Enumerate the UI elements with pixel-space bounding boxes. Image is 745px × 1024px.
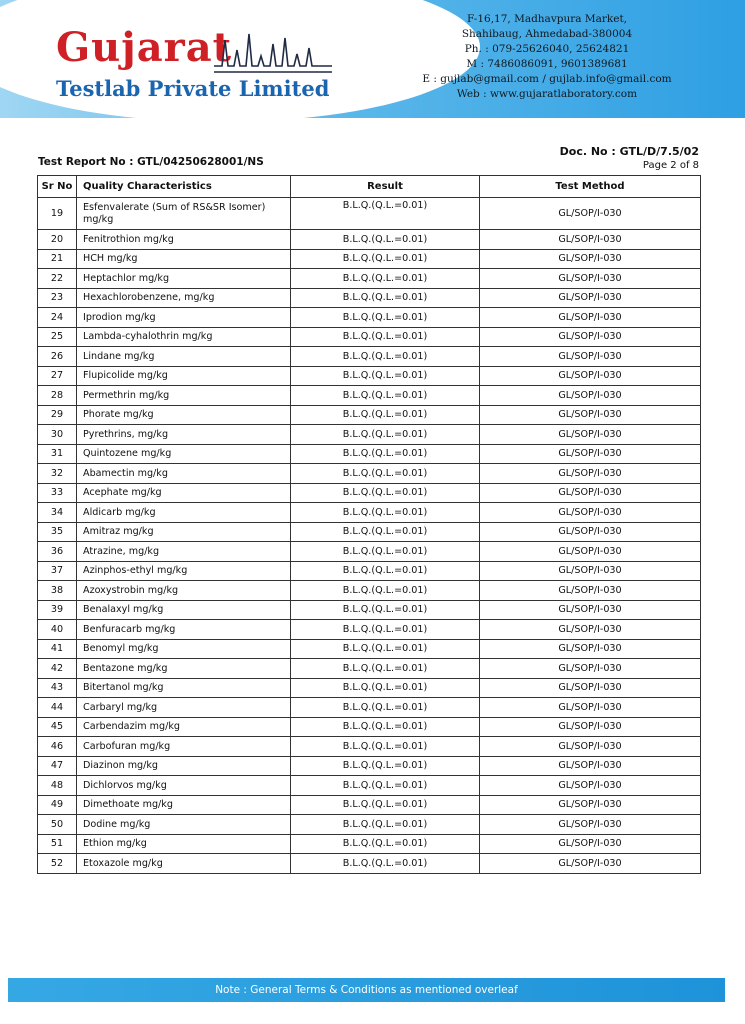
method-cell: GL/SOP/I-030 <box>480 717 701 737</box>
sr-cell: 34 <box>38 503 77 523</box>
characteristic-cell: Aldicarb mg/kg <box>77 503 291 523</box>
result-cell: B.L.Q.(Q.L.=0.01) <box>291 198 480 230</box>
header-quality-characteristics: Quality Characteristics <box>77 176 291 198</box>
method-cell: GL/SOP/I-030 <box>480 386 701 406</box>
test-report-number: Test Report No : GTL/04250628001/NS <box>38 156 264 168</box>
table-row <box>38 600 701 620</box>
results-table <box>37 175 701 874</box>
characteristic-cell: Ethion mg/kg <box>77 834 291 854</box>
company-address <box>397 12 697 102</box>
result-cell: B.L.Q.(Q.L.=0.01) <box>291 834 480 854</box>
sr-cell: 40 <box>38 620 77 640</box>
sr-cell: 51 <box>38 834 77 854</box>
characteristic-cell: Heptachlor mg/kg <box>77 269 291 289</box>
characteristic-cell: Bitertanol mg/kg <box>77 678 291 698</box>
header-sr-no: Sr No <box>38 176 77 198</box>
characteristic-cell: Dichlorvos mg/kg <box>77 776 291 796</box>
method-cell: GL/SOP/I-030 <box>480 737 701 757</box>
company-name: Gujarat <box>56 24 233 71</box>
page-number: Page 2 of 8 <box>642 160 699 171</box>
method-cell: GL/SOP/I-030 <box>480 444 701 464</box>
characteristic-cell: Permethrin mg/kg <box>77 386 291 406</box>
table-row <box>38 795 701 815</box>
table-row <box>38 464 701 484</box>
table-row <box>38 366 701 386</box>
sr-cell: 45 <box>38 717 77 737</box>
result-cell: B.L.Q.(Q.L.=0.01) <box>291 386 480 406</box>
result-cell: B.L.Q.(Q.L.=0.01) <box>291 405 480 425</box>
sr-cell: 33 <box>38 483 77 503</box>
result-cell: B.L.Q.(Q.L.=0.01) <box>291 327 480 347</box>
characteristic-cell: Azoxystrobin mg/kg <box>77 581 291 601</box>
method-cell: GL/SOP/I-030 <box>480 756 701 776</box>
result-cell: B.L.Q.(Q.L.=0.01) <box>291 698 480 718</box>
method-cell: GL/SOP/I-030 <box>480 230 701 250</box>
table-row <box>38 444 701 464</box>
characteristic-cell: Quintozene mg/kg <box>77 444 291 464</box>
table-header-row <box>38 176 701 198</box>
table-row <box>38 581 701 601</box>
sr-cell: 42 <box>38 659 77 679</box>
result-cell: B.L.Q.(Q.L.=0.01) <box>291 249 480 269</box>
characteristic-cell: Benfuracarb mg/kg <box>77 620 291 640</box>
method-cell: GL/SOP/I-030 <box>480 542 701 562</box>
table-row <box>38 405 701 425</box>
method-cell: GL/SOP/I-030 <box>480 698 701 718</box>
method-cell: GL/SOP/I-030 <box>480 464 701 484</box>
characteristic-cell: Etoxazole mg/kg <box>77 854 291 874</box>
result-cell: B.L.Q.(Q.L.=0.01) <box>291 444 480 464</box>
result-cell: B.L.Q.(Q.L.=0.01) <box>291 464 480 484</box>
sr-cell: 27 <box>38 366 77 386</box>
table-row <box>38 620 701 640</box>
method-cell: GL/SOP/I-030 <box>480 834 701 854</box>
table-row <box>38 561 701 581</box>
table-row <box>38 249 701 269</box>
result-cell: B.L.Q.(Q.L.=0.01) <box>291 308 480 328</box>
sr-cell: 49 <box>38 795 77 815</box>
document-number: Doc. No : GTL/D/7.5/02 <box>559 145 699 158</box>
method-cell: GL/SOP/I-030 <box>480 600 701 620</box>
sr-cell: 28 <box>38 386 77 406</box>
result-cell: B.L.Q.(Q.L.=0.01) <box>291 854 480 874</box>
characteristic-cell: Iprodion mg/kg <box>77 308 291 328</box>
table-row <box>38 776 701 796</box>
sr-cell: 41 <box>38 639 77 659</box>
method-cell: GL/SOP/I-030 <box>480 288 701 308</box>
table-row <box>38 756 701 776</box>
table-row <box>38 522 701 542</box>
sr-cell: 32 <box>38 464 77 484</box>
header-test-method: Test Method <box>480 176 701 198</box>
table-row <box>38 308 701 328</box>
table-row <box>38 425 701 445</box>
characteristic-cell: Hexachlorobenzene, mg/kg <box>77 288 291 308</box>
method-cell: GL/SOP/I-030 <box>480 561 701 581</box>
company-subtitle: Testlab Private Limited <box>56 76 330 101</box>
result-cell: B.L.Q.(Q.L.=0.01) <box>291 347 480 367</box>
sr-cell: 26 <box>38 347 77 367</box>
result-cell: B.L.Q.(Q.L.=0.01) <box>291 756 480 776</box>
method-cell: GL/SOP/I-030 <box>480 815 701 835</box>
method-cell: GL/SOP/I-030 <box>480 776 701 796</box>
characteristic-cell: Carbendazim mg/kg <box>77 717 291 737</box>
method-cell: GL/SOP/I-030 <box>480 249 701 269</box>
characteristic-cell: Carbaryl mg/kg <box>77 698 291 718</box>
table-row <box>38 639 701 659</box>
characteristic-cell: Flupicolide mg/kg <box>77 366 291 386</box>
sr-cell: 30 <box>38 425 77 445</box>
sr-cell: 24 <box>38 308 77 328</box>
sr-cell: 47 <box>38 756 77 776</box>
characteristic-cell: Bentazone mg/kg <box>77 659 291 679</box>
phone-numbers: Ph. : 079-25626040, 25624821 <box>464 43 630 55</box>
sr-cell: 52 <box>38 854 77 874</box>
sr-cell: 31 <box>38 444 77 464</box>
table-row <box>38 659 701 679</box>
sr-cell: 50 <box>38 815 77 835</box>
method-cell: GL/SOP/I-030 <box>480 425 701 445</box>
table-row <box>38 737 701 757</box>
footer-note: Note : General Terms & Conditions as mentioned overleaf <box>8 978 725 1002</box>
method-cell: GL/SOP/I-030 <box>480 639 701 659</box>
result-cell: B.L.Q.(Q.L.=0.01) <box>291 737 480 757</box>
method-cell: GL/SOP/I-030 <box>480 308 701 328</box>
method-cell: GL/SOP/I-030 <box>480 347 701 367</box>
table-row <box>38 230 701 250</box>
method-cell: GL/SOP/I-030 <box>480 659 701 679</box>
characteristic-cell: Esfenvalerate (Sum of RS&SR Isomer) mg/kg <box>77 198 291 230</box>
sr-cell: 35 <box>38 522 77 542</box>
sr-cell: 38 <box>38 581 77 601</box>
table-row <box>38 386 701 406</box>
method-cell: GL/SOP/I-030 <box>480 522 701 542</box>
method-cell: GL/SOP/I-030 <box>480 620 701 640</box>
sr-cell: 19 <box>38 198 77 230</box>
result-cell: B.L.Q.(Q.L.=0.01) <box>291 639 480 659</box>
method-cell: GL/SOP/I-030 <box>480 327 701 347</box>
address-line-2: Shahibaug, Ahmedabad-380004 <box>461 28 633 40</box>
method-cell: GL/SOP/I-030 <box>480 854 701 874</box>
table-row <box>38 815 701 835</box>
letterhead-band <box>0 0 745 118</box>
sr-cell: 25 <box>38 327 77 347</box>
characteristic-cell: Lambda-cyhalothrin mg/kg <box>77 327 291 347</box>
characteristic-cell: Amitraz mg/kg <box>77 522 291 542</box>
address-line-1: F-16,17, Madhavpura Market, <box>466 13 628 25</box>
table-row <box>38 698 701 718</box>
result-cell: B.L.Q.(Q.L.=0.01) <box>291 288 480 308</box>
website: Web : www.gujaratlaboratory.com <box>456 88 638 100</box>
table-row <box>38 327 701 347</box>
table-row <box>38 854 701 874</box>
table-row <box>38 834 701 854</box>
characteristic-cell: Benalaxyl mg/kg <box>77 600 291 620</box>
sr-cell: 44 <box>38 698 77 718</box>
method-cell: GL/SOP/I-030 <box>480 678 701 698</box>
sr-cell: 23 <box>38 288 77 308</box>
result-cell: B.L.Q.(Q.L.=0.01) <box>291 776 480 796</box>
sr-cell: 48 <box>38 776 77 796</box>
table-row <box>38 542 701 562</box>
result-cell: B.L.Q.(Q.L.=0.01) <box>291 425 480 445</box>
sr-cell: 29 <box>38 405 77 425</box>
characteristic-cell: Fenitrothion mg/kg <box>77 230 291 250</box>
table-row <box>38 288 701 308</box>
result-cell: B.L.Q.(Q.L.=0.01) <box>291 600 480 620</box>
result-cell: B.L.Q.(Q.L.=0.01) <box>291 561 480 581</box>
sr-cell: 36 <box>38 542 77 562</box>
method-cell: GL/SOP/I-030 <box>480 581 701 601</box>
result-cell: B.L.Q.(Q.L.=0.01) <box>291 678 480 698</box>
result-cell: B.L.Q.(Q.L.=0.01) <box>291 542 480 562</box>
result-cell: B.L.Q.(Q.L.=0.01) <box>291 269 480 289</box>
characteristic-cell: Abamectin mg/kg <box>77 464 291 484</box>
table-row <box>38 678 701 698</box>
method-cell: GL/SOP/I-030 <box>480 269 701 289</box>
characteristic-cell: Carbofuran mg/kg <box>77 737 291 757</box>
chromatogram-logo-icon <box>212 26 334 78</box>
method-cell: GL/SOP/I-030 <box>480 503 701 523</box>
result-cell: B.L.Q.(Q.L.=0.01) <box>291 522 480 542</box>
sr-cell: 39 <box>38 600 77 620</box>
characteristic-cell: Diazinon mg/kg <box>77 756 291 776</box>
sr-cell: 20 <box>38 230 77 250</box>
characteristic-cell: Phorate mg/kg <box>77 405 291 425</box>
method-cell: GL/SOP/I-030 <box>480 483 701 503</box>
method-cell: GL/SOP/I-030 <box>480 366 701 386</box>
method-cell: GL/SOP/I-030 <box>480 405 701 425</box>
header-result: Result <box>291 176 480 198</box>
table-row <box>38 717 701 737</box>
method-cell: GL/SOP/I-030 <box>480 198 701 230</box>
table-row <box>38 198 701 230</box>
sr-cell: 22 <box>38 269 77 289</box>
result-cell: B.L.Q.(Q.L.=0.01) <box>291 366 480 386</box>
characteristic-cell: Benomyl mg/kg <box>77 639 291 659</box>
characteristic-cell: Azinphos-ethyl mg/kg <box>77 561 291 581</box>
result-cell: B.L.Q.(Q.L.=0.01) <box>291 230 480 250</box>
result-cell: B.L.Q.(Q.L.=0.01) <box>291 581 480 601</box>
characteristic-cell: Pyrethrins, mg/kg <box>77 425 291 445</box>
result-cell: B.L.Q.(Q.L.=0.01) <box>291 483 480 503</box>
mobile-numbers: M : 7486086091, 9601389681 <box>466 58 628 70</box>
result-cell: B.L.Q.(Q.L.=0.01) <box>291 659 480 679</box>
result-cell: B.L.Q.(Q.L.=0.01) <box>291 717 480 737</box>
sr-cell: 46 <box>38 737 77 757</box>
result-cell: B.L.Q.(Q.L.=0.01) <box>291 795 480 815</box>
sr-cell: 37 <box>38 561 77 581</box>
email-addresses: E : gujlab@gmail.com / gujlab.info@gmail.com <box>422 73 672 85</box>
characteristic-cell: Lindane mg/kg <box>77 347 291 367</box>
sr-cell: 43 <box>38 678 77 698</box>
characteristic-cell: Dimethoate mg/kg <box>77 795 291 815</box>
characteristic-cell: Atrazine, mg/kg <box>77 542 291 562</box>
table-row <box>38 503 701 523</box>
sr-cell: 21 <box>38 249 77 269</box>
table-row <box>38 347 701 367</box>
method-cell: GL/SOP/I-030 <box>480 795 701 815</box>
result-cell: B.L.Q.(Q.L.=0.01) <box>291 815 480 835</box>
characteristic-cell: Acephate mg/kg <box>77 483 291 503</box>
result-cell: B.L.Q.(Q.L.=0.01) <box>291 620 480 640</box>
characteristic-cell: Dodine mg/kg <box>77 815 291 835</box>
result-cell: B.L.Q.(Q.L.=0.01) <box>291 503 480 523</box>
table-row <box>38 483 701 503</box>
table-row <box>38 269 701 289</box>
characteristic-cell: HCH mg/kg <box>77 249 291 269</box>
